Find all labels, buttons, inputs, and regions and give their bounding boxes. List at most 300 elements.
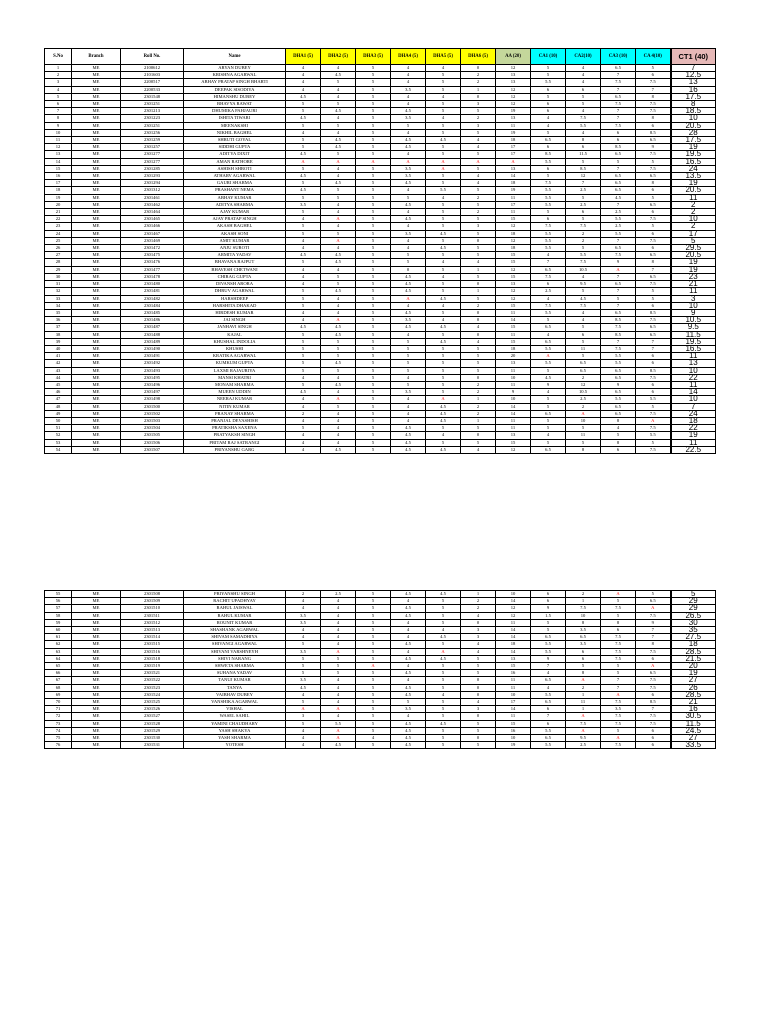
cell-dha1: 3.5 — [286, 619, 321, 626]
cell-ca3: 7 — [601, 273, 636, 280]
cell-name: AJAY PRATAP SINGH — [184, 216, 286, 223]
cell-dha5: 5 — [426, 151, 461, 158]
cell-ca3: 8 — [601, 619, 636, 626]
cell-dha1: 5 — [286, 381, 321, 388]
cell-sno: 1 — [45, 65, 72, 72]
cell-ca2: 5 — [566, 439, 601, 446]
cell-aa: 15 — [496, 302, 531, 309]
cell-dha3: 5 — [356, 281, 391, 288]
cell-roll: 2301293 — [121, 173, 184, 180]
cell-aa: 13 — [496, 432, 531, 439]
cell-dha3: 5 — [356, 417, 391, 424]
cell-name: SHIVANGI AGARWAL — [184, 641, 286, 648]
cell-dha5: 4.5 — [426, 634, 461, 641]
cell-ct1: 14 — [671, 389, 716, 396]
cell-dha1: 4.5 — [286, 324, 321, 331]
cell-ca4: 5 — [636, 295, 671, 302]
cell-aa: 12 — [496, 612, 531, 619]
cell-roll: 2101603 — [121, 72, 184, 79]
cell-ca4: 7.5 — [636, 648, 671, 655]
cell-dha2: 4 — [321, 605, 356, 612]
header-ca4: CA 4(10) — [636, 49, 671, 65]
cell-ct1: 3 — [671, 295, 716, 302]
cell-dha2: 4 — [321, 65, 356, 72]
cell-dha6: 2 — [461, 72, 496, 79]
header-dha4: DHA4 (5) — [391, 49, 426, 65]
cell-sno: 48 — [45, 403, 72, 410]
cell-branch: ME — [72, 331, 121, 338]
cell-dha3: 5 — [356, 720, 391, 727]
cell-roll: 2301469 — [121, 237, 184, 244]
cell-ct1: 22.5 — [671, 446, 716, 453]
cell-ca3: 6.5 — [601, 245, 636, 252]
cell-dha1: 4 — [286, 281, 321, 288]
cell-name: SHASHANK AGARWAL — [184, 627, 286, 634]
cell-sno: 21 — [45, 209, 72, 216]
cell-ca3: 7.5 — [601, 101, 636, 108]
cell-roll: 2301285 — [121, 165, 184, 172]
cell-dha4: 4.5 — [391, 216, 426, 223]
cell-ca1: 5.5 — [531, 201, 566, 208]
cell-ca3: 7 — [601, 201, 636, 208]
cell-dha6: 4 — [461, 699, 496, 706]
cell-branch: ME — [72, 446, 121, 453]
cell-ca3: 7 — [601, 237, 636, 244]
cell-ca1: 4 — [531, 122, 566, 129]
cell-dha6: 0 — [461, 65, 496, 72]
cell-dha4: 4.5 — [391, 201, 426, 208]
cell-ca3: 7 — [601, 86, 636, 93]
cell-aa: 17 — [496, 699, 531, 706]
cell-dha2: 4 — [321, 439, 356, 446]
cell-sno: 18 — [45, 187, 72, 194]
cell-dha3: 5 — [356, 706, 391, 713]
cell-sno: 4 — [45, 86, 72, 93]
cell-aa: 19 — [496, 742, 531, 749]
cell-roll: 2301527 — [121, 713, 184, 720]
cell-name: KAJAL — [184, 331, 286, 338]
cell-ca1: 5.5 — [531, 158, 566, 165]
cell-dha2: A — [321, 158, 356, 165]
cell-sno: 5 — [45, 93, 72, 100]
cell-name: NITIN KUMAR — [184, 403, 286, 410]
cell-branch: ME — [72, 691, 121, 698]
table-row — [45, 417, 716, 424]
cell-name: KRISHNA AGARWAL — [184, 72, 286, 79]
cell-name: SHWETA SHARMA — [184, 663, 286, 670]
cell-dha3: 5 — [356, 122, 391, 129]
cell-dha3: 5 — [356, 742, 391, 749]
cell-ct1: 17.5 — [671, 93, 716, 100]
cell-dha2: 4.5 — [321, 108, 356, 115]
cell-aa: 14 — [496, 706, 531, 713]
cell-ct1: 11.5 — [671, 720, 716, 727]
cell-roll: 2301502 — [121, 410, 184, 417]
cell-ct1: 20 — [671, 663, 716, 670]
cell-ca3: 7 — [601, 108, 636, 115]
cell-dha4: 4 — [391, 237, 426, 244]
cell-sno: 22 — [45, 216, 72, 223]
cell-name: DHRUV AGARWAL — [184, 288, 286, 295]
cell-sno: 14 — [45, 158, 72, 165]
cell-dha5: 5 — [426, 670, 461, 677]
cell-dha5: 4 — [426, 273, 461, 280]
cell-dha6: 5 — [461, 345, 496, 352]
cell-dha3: 5 — [356, 634, 391, 641]
cell-dha1: 5 — [286, 122, 321, 129]
cell-dha2: 5.5 — [321, 720, 356, 727]
cell-ca3: 8 — [601, 417, 636, 424]
cell-dha3: 5 — [356, 165, 391, 172]
cell-dha2: 4 — [321, 627, 356, 634]
cell-ca2: 10 — [566, 417, 601, 424]
cell-dha6: 2 — [461, 605, 496, 612]
cell-name: SHIVANI VARSHNEYH — [184, 648, 286, 655]
cell-branch: ME — [72, 187, 121, 194]
cell-ca2: 2 — [566, 374, 601, 381]
cell-branch: ME — [72, 353, 121, 360]
cell-ca2: 9.5 — [566, 281, 601, 288]
cell-ca1: 5.5 — [531, 230, 566, 237]
cell-roll: 2301528 — [121, 720, 184, 727]
cell-dha1: 5 — [286, 101, 321, 108]
cell-name: PRIYANSHU SINGH — [184, 591, 286, 598]
cell-dha1: 5 — [286, 353, 321, 360]
cell-roll: 2301256 — [121, 129, 184, 136]
cell-dha6: 5 — [461, 353, 496, 360]
cell-dha1: 4.5 — [286, 187, 321, 194]
cell-ca2: 4 — [566, 72, 601, 79]
marks-table-lower — [44, 590, 716, 749]
cell-dha1: 5 — [286, 137, 321, 144]
cell-ct1: 23 — [671, 273, 716, 280]
cell-ca4: 5 — [636, 288, 671, 295]
cell-dha3: 5 — [356, 295, 391, 302]
cell-sno: 2 — [45, 72, 72, 79]
cell-ca2: 2 — [566, 684, 601, 691]
cell-ca3: A — [601, 735, 636, 742]
cell-ct1: 18.5 — [671, 108, 716, 115]
cell-dha1: 5 — [286, 180, 321, 187]
cell-branch: ME — [72, 324, 121, 331]
cell-dha2: 5 — [321, 655, 356, 662]
cell-dha2: 5 — [321, 367, 356, 374]
cell-dha1: 4 — [286, 237, 321, 244]
cell-dha1: 4.5 — [286, 151, 321, 158]
cell-ca4: 7.5 — [636, 720, 671, 727]
cell-sno: 74 — [45, 727, 72, 734]
cell-dha2: 4.5 — [321, 381, 356, 388]
cell-dha3: 5 — [356, 302, 391, 309]
cell-dha2: 5 — [321, 194, 356, 201]
cell-dha5: 5 — [426, 381, 461, 388]
cell-branch: ME — [72, 122, 121, 129]
cell-dha5: 4.5 — [426, 324, 461, 331]
cell-name: ARYAN DUBEY — [184, 65, 286, 72]
table-row — [45, 144, 716, 151]
cell-ct1: 19 — [671, 180, 716, 187]
cell-dha5: A — [426, 158, 461, 165]
cell-ca1: 6.5 — [531, 324, 566, 331]
cell-ca2: 5 — [566, 324, 601, 331]
cell-sno: 6 — [45, 101, 72, 108]
cell-ct1: 20.5 — [671, 252, 716, 259]
cell-dha3: 5 — [356, 374, 391, 381]
cell-ca1: 5.5 — [531, 641, 566, 648]
cell-aa: 16 — [496, 670, 531, 677]
cell-roll: 2301223 — [121, 115, 184, 122]
cell-dha4: 4 — [391, 619, 426, 626]
table-row — [45, 331, 716, 338]
cell-branch: ME — [72, 403, 121, 410]
cell-roll: 2200517 — [121, 79, 184, 86]
cell-dha2: 4.5 — [321, 180, 356, 187]
header-name: Name — [184, 49, 286, 65]
cell-roll: 2301492 — [121, 360, 184, 367]
cell-roll: 2301312 — [121, 187, 184, 194]
cell-sno: 44 — [45, 374, 72, 381]
cell-branch: ME — [72, 309, 121, 316]
cell-sno: 12 — [45, 144, 72, 151]
cell-dha1: 5 — [286, 288, 321, 295]
cell-ct1: 30 — [671, 619, 716, 626]
cell-roll: 2301488 — [121, 331, 184, 338]
cell-ca1: 6.5 — [531, 677, 566, 684]
cell-ca1: 5 — [531, 72, 566, 79]
cell-dha1: 3.5 — [286, 677, 321, 684]
cell-name: TANUJ KUMAR — [184, 677, 286, 684]
cell-ct1: 2 — [671, 223, 716, 230]
cell-dha6: 1 — [461, 266, 496, 273]
cell-name: BHAVESH CHETWANI — [184, 266, 286, 273]
cell-ca4: 6.5 — [636, 273, 671, 280]
cell-ca2: A — [566, 410, 601, 417]
cell-ca1: 6 — [531, 144, 566, 151]
cell-ct1: 35 — [671, 627, 716, 634]
cell-ca4: 6 — [636, 302, 671, 309]
cell-ca1: 5.5 — [531, 727, 566, 734]
cell-dha3: 5 — [356, 691, 391, 698]
cell-roll: 2301482 — [121, 295, 184, 302]
cell-branch: ME — [72, 591, 121, 598]
cell-ca4: 5 — [636, 65, 671, 72]
cell-ca2: A — [566, 713, 601, 720]
cell-name: HARSHDEEP — [184, 295, 286, 302]
cell-dha5: 5 — [426, 699, 461, 706]
cell-aa: 17 — [496, 144, 531, 151]
cell-ca2: 8 — [566, 670, 601, 677]
cell-ca1: 5.5 — [531, 345, 566, 352]
cell-ca2: 6 — [566, 209, 601, 216]
cell-ca2: 5 — [566, 245, 601, 252]
table-row — [45, 165, 716, 172]
cell-dha6: 2 — [461, 302, 496, 309]
table-body-upper — [45, 65, 716, 454]
cell-dha5: 5 — [426, 742, 461, 749]
cell-ca3: 7.5 — [601, 345, 636, 352]
cell-aa: 19 — [496, 129, 531, 136]
table-row — [45, 403, 716, 410]
cell-aa: 11 — [496, 713, 531, 720]
cell-dha2: 5 — [321, 353, 356, 360]
cell-ca1: 8.5 — [531, 151, 566, 158]
cell-name: VANSHIKA AGARWAL — [184, 699, 286, 706]
cell-dha3: 5 — [356, 425, 391, 432]
cell-dha1: 4 — [286, 129, 321, 136]
cell-ca1: 5.5 — [531, 194, 566, 201]
cell-ca3: 7.5 — [601, 634, 636, 641]
cell-ct1: 9.5 — [671, 324, 716, 331]
cell-ca4: 7.5 — [636, 684, 671, 691]
table-body-lower — [45, 591, 716, 749]
cell-dha1: 3.5 — [286, 648, 321, 655]
cell-dha3: 5 — [356, 72, 391, 79]
cell-dha4: 3.5 — [391, 230, 426, 237]
cell-ct1: 10 — [671, 302, 716, 309]
cell-ca3: 5 — [601, 663, 636, 670]
cell-ct1: 2 — [671, 201, 716, 208]
cell-dha2: 2.5 — [321, 591, 356, 598]
cell-dha5: 4.5 — [426, 137, 461, 144]
cell-ca4: 8 — [636, 641, 671, 648]
cell-name: VISHAL — [184, 706, 286, 713]
cell-dha6: 5 — [461, 230, 496, 237]
cell-branch: ME — [72, 612, 121, 619]
cell-dha2: 4 — [321, 374, 356, 381]
cell-name: RACHIT UPADHYAY — [184, 598, 286, 605]
cell-dha6: 2 — [461, 403, 496, 410]
cell-dha1: 4 — [286, 727, 321, 734]
cell-ca2: 4.5 — [566, 295, 601, 302]
cell-ca4: 5 — [636, 403, 671, 410]
cell-dha1: 4 — [286, 65, 321, 72]
cell-name: RAHUL JAISWAL — [184, 605, 286, 612]
cell-dha1: 5 — [286, 223, 321, 230]
cell-dha1: 5 — [286, 360, 321, 367]
cell-ca3: 5 — [601, 158, 636, 165]
cell-ca4: 7.5 — [636, 216, 671, 223]
cell-dha3: 5 — [356, 237, 391, 244]
cell-dha1: 2 — [286, 591, 321, 598]
cell-branch: ME — [72, 266, 121, 273]
cell-dha4: 0 — [391, 266, 426, 273]
cell-dha5: 4 — [426, 65, 461, 72]
cell-ca2: 12 — [566, 173, 601, 180]
cell-ca2: 2.5 — [566, 201, 601, 208]
cell-sno: 13 — [45, 151, 72, 158]
cell-ca1: 7 — [531, 663, 566, 670]
cell-ca4: 6 — [636, 742, 671, 749]
cell-dha2: 4 — [321, 713, 356, 720]
cell-name: AKASH SONI — [184, 230, 286, 237]
cell-ca1: 4 — [531, 115, 566, 122]
cell-name: NIKHIL BAGHEL — [184, 129, 286, 136]
cell-ct1: 26.5 — [671, 612, 716, 619]
cell-ca3: 6.5 — [601, 151, 636, 158]
cell-name: RAHUL KUMAR — [184, 612, 286, 619]
cell-aa: 12 — [496, 93, 531, 100]
cell-dha6: 2 — [461, 115, 496, 122]
table-row — [45, 598, 716, 605]
cell-ct1: 29 — [671, 605, 716, 612]
cell-name: JAI SINGH — [184, 317, 286, 324]
cell-roll: 2301465 — [121, 216, 184, 223]
table-row — [45, 396, 716, 403]
cell-ca2: 6.5 — [566, 367, 601, 374]
cell-ca2: 5 — [566, 101, 601, 108]
cell-branch: ME — [72, 598, 121, 605]
cell-name: SHIVI NARANG — [184, 655, 286, 662]
cell-roll: 2301525 — [121, 699, 184, 706]
cell-roll: 2301508 — [121, 591, 184, 598]
cell-ca1: 5 — [531, 317, 566, 324]
cell-ca2: 5 — [566, 194, 601, 201]
header-ca2: CA2(10) — [566, 49, 601, 65]
cell-dha5: 5 — [426, 713, 461, 720]
cell-dha2: 4 — [321, 677, 356, 684]
cell-name: DIVANSH ARORA — [184, 281, 286, 288]
cell-dha2: 4 — [321, 201, 356, 208]
cell-dha4: 3.5 — [391, 86, 426, 93]
cell-dha2: 4.5 — [321, 446, 356, 453]
cell-branch: ME — [72, 432, 121, 439]
cell-dha1: 4 — [286, 432, 321, 439]
cell-ca1: 5.5 — [531, 245, 566, 252]
cell-branch: ME — [72, 273, 121, 280]
cell-dha1: 4 — [286, 245, 321, 252]
cell-sno: 3 — [45, 79, 72, 86]
cell-dha5: 5 — [426, 605, 461, 612]
cell-roll: 2301489 — [121, 338, 184, 345]
cell-ca3: 7.5 — [601, 324, 636, 331]
cell-branch: ME — [72, 230, 121, 237]
header-row — [45, 49, 716, 65]
cell-ct1: 16 — [671, 706, 716, 713]
cell-name: SIDDHI GUPTA — [184, 144, 286, 151]
cell-dha4: 4.5 — [391, 439, 426, 446]
cell-ca3: 5.5 — [601, 216, 636, 223]
cell-dha1: 5 — [286, 425, 321, 432]
cell-ca1: 5 — [531, 627, 566, 634]
cell-dha1: 5 — [286, 165, 321, 172]
cell-ct1: 19 — [671, 144, 716, 151]
cell-dha3: 5 — [356, 201, 391, 208]
cell-ca3: 2.5 — [601, 209, 636, 216]
cell-sno: 8 — [45, 115, 72, 122]
cell-ca3: 7.5 — [601, 648, 636, 655]
cell-branch: ME — [72, 151, 121, 158]
cell-dha3: 5 — [356, 655, 391, 662]
cell-name: MANSI KHATRI — [184, 374, 286, 381]
cell-aa: 14 — [496, 598, 531, 605]
cell-roll: 2301510 — [121, 605, 184, 612]
cell-ca4: 7.5 — [636, 374, 671, 381]
cell-dha3: 5 — [356, 115, 391, 122]
cell-sno: 30 — [45, 273, 72, 280]
cell-dha1: 4 — [286, 627, 321, 634]
cell-dha1: 4 — [286, 79, 321, 86]
cell-ca2: 2.5 — [566, 187, 601, 194]
cell-aa: 13 — [496, 115, 531, 122]
cell-aa: 14 — [496, 627, 531, 634]
cell-dha3: 5 — [356, 360, 391, 367]
cell-ct1: 11 — [671, 353, 716, 360]
cell-sno: 62 — [45, 641, 72, 648]
cell-ca4: 7 — [636, 86, 671, 93]
table-row — [45, 605, 716, 612]
cell-dha6: 0 — [461, 677, 496, 684]
header-dha3: DHA3 (5) — [356, 49, 391, 65]
